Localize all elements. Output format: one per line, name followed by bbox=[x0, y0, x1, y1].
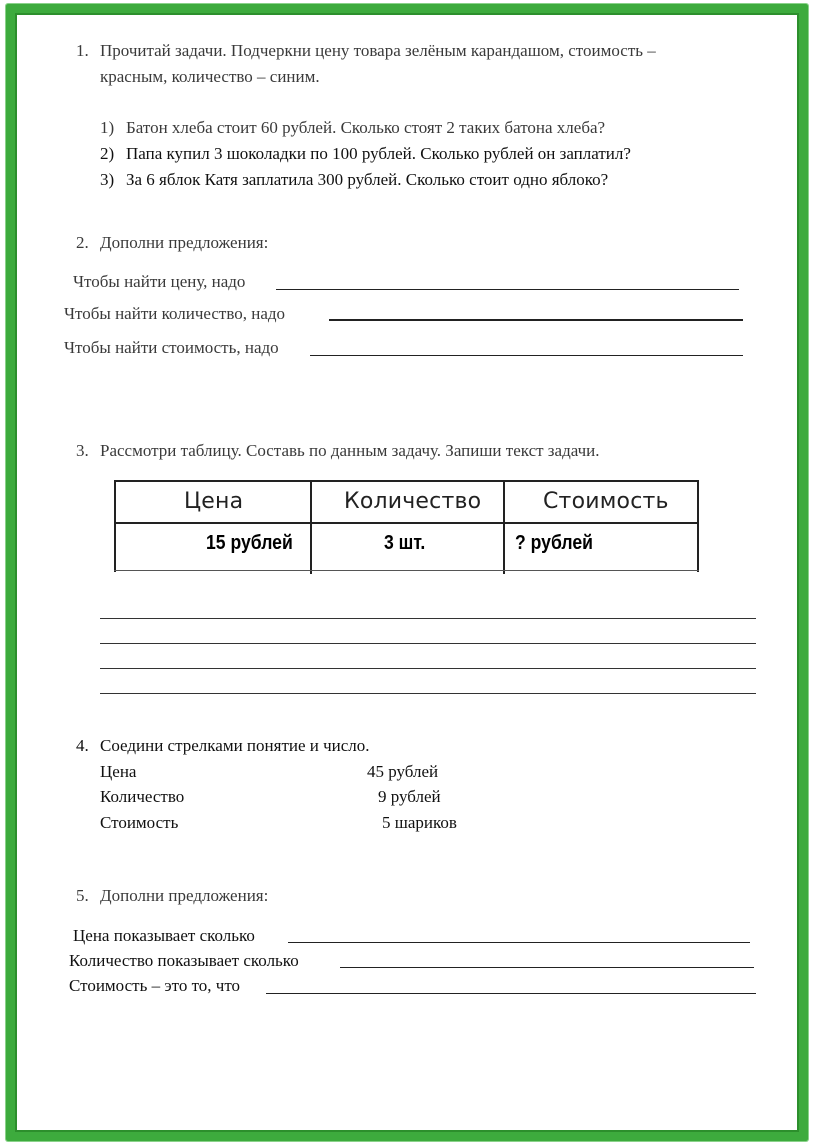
task1-problem2-number: 2) bbox=[100, 144, 115, 163]
task4-number-45[interactable]: 45 рублей bbox=[367, 762, 439, 781]
task2-instruction: Дополни предложения: bbox=[100, 233, 269, 252]
task1-problem3-text: За 6 яблок Катя заплатила 300 рублей. Сколько стоит одно яблоко? bbox=[126, 170, 609, 189]
task1-problem2-text: Папа купил 3 шоколадки по 100 рублей. Сколько рублей он заплатил? bbox=[126, 144, 631, 163]
task1-problem1-number: 1) bbox=[100, 118, 115, 137]
table-cell-quantity: 3 шт. bbox=[384, 532, 426, 554]
table-column-divider-2 bbox=[503, 482, 505, 574]
table-cell-price: 15 рублей bbox=[206, 532, 293, 554]
task5-instruction: Дополни предложения: bbox=[100, 886, 269, 905]
task2-sentence-cost: Чтобы найти стоимость, надо bbox=[64, 338, 279, 357]
task3-number: 3. bbox=[76, 441, 89, 460]
task3-writing-line-3[interactable] bbox=[100, 668, 756, 669]
task2-sentence-price: Чтобы найти цену, надо bbox=[73, 272, 246, 291]
task1-problem3-number: 3) bbox=[100, 170, 115, 189]
task4-concept-price[interactable]: Цена bbox=[100, 762, 137, 781]
task1-problem1-text: Батон хлеба стоит 60 рублей. Сколько стоят 2 таких батона хлеба? bbox=[126, 118, 606, 137]
task2-answer-line-cost[interactable] bbox=[310, 355, 743, 356]
table-cell-cost: ? рублей bbox=[515, 532, 593, 554]
task5-number: 5. bbox=[76, 886, 89, 905]
task5-sentence-quantity: Количество показывает сколько bbox=[69, 951, 299, 970]
task2-number: 2. bbox=[76, 233, 89, 252]
task3-instruction: Рассмотри таблицу. Составь по данным задачу. Запиши текст задачи. bbox=[100, 441, 600, 460]
table-bottom-line bbox=[114, 570, 699, 571]
task4-number-5[interactable]: 5 шариков bbox=[382, 813, 457, 832]
task1-instruction-line2: красным, количество – синим. bbox=[100, 67, 320, 86]
price-quantity-cost-table bbox=[114, 480, 699, 572]
table-header-quantity: Количество bbox=[344, 489, 482, 514]
task4-concept-quantity[interactable]: Количество bbox=[100, 787, 185, 806]
task4-number-9[interactable]: 9 рублей bbox=[378, 787, 441, 806]
task5-answer-line-quantity[interactable] bbox=[340, 967, 754, 968]
task5-sentence-price: Цена показывает сколько bbox=[73, 926, 255, 945]
task3-writing-line-1[interactable] bbox=[100, 618, 756, 619]
task1-number: 1. bbox=[76, 41, 89, 60]
task2-answer-line-quantity[interactable] bbox=[329, 319, 743, 321]
task4-instruction: Соедини стрелками понятие и число. bbox=[100, 736, 370, 755]
task3-writing-line-2[interactable] bbox=[100, 643, 756, 644]
task2-answer-line-price[interactable] bbox=[276, 289, 739, 290]
table-column-divider-1 bbox=[310, 482, 312, 574]
task3-writing-line-4[interactable] bbox=[100, 693, 756, 694]
task4-number: 4. bbox=[76, 736, 89, 755]
task5-answer-line-cost[interactable] bbox=[266, 993, 756, 994]
task4-concept-cost[interactable]: Стоимость bbox=[100, 813, 179, 832]
task2-sentence-quantity: Чтобы найти количество, надо bbox=[64, 304, 286, 323]
table-header-price: Цена bbox=[184, 489, 244, 514]
table-header-cost: Стоимость bbox=[543, 489, 669, 514]
task5-sentence-cost: Стоимость – это то, что bbox=[69, 976, 241, 995]
task1-instruction-line1: Прочитай задачи. Подчеркни цену товара зелёным карандашом, стоимость – bbox=[100, 41, 656, 60]
task5-answer-line-price[interactable] bbox=[288, 942, 750, 943]
